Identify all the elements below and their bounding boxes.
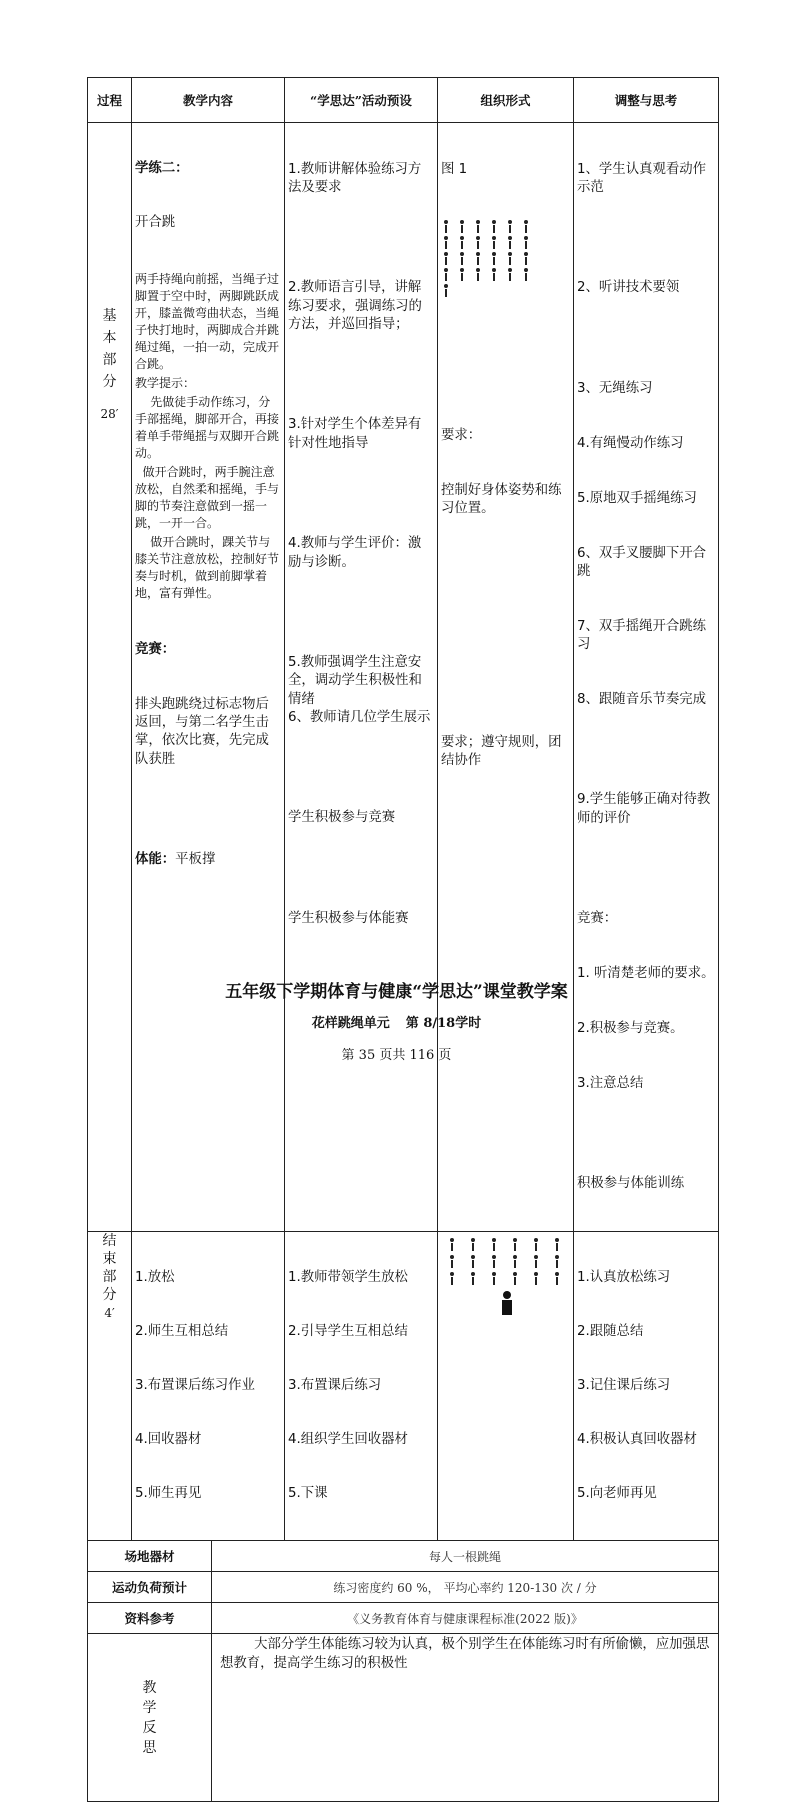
spacer bbox=[577, 746, 715, 755]
spacer bbox=[577, 865, 715, 874]
lesson-unit-line bbox=[0, 1012, 793, 1031]
reference-value: 《义务教育体育与健康课程标准(2022 版)》 bbox=[212, 1603, 719, 1634]
lesson-plan-title: 五年级下学期体育与健康“学思达”课堂教学案 bbox=[225, 982, 568, 1002]
header-organization: 组织形式 bbox=[438, 78, 574, 123]
student-figure-icon bbox=[469, 1255, 477, 1268]
basic-activity-cell bbox=[285, 123, 438, 1232]
adjust-item: 1、学生认真观看动作示范 bbox=[577, 161, 707, 195]
load-row bbox=[88, 1572, 719, 1603]
student-figure-icon bbox=[490, 236, 498, 249]
student-figure-icon bbox=[506, 220, 514, 233]
activity-item: 3.针对学生个体差异有针对性地指导 bbox=[288, 417, 422, 451]
drill-title: 学练二： bbox=[135, 160, 189, 176]
student-figure-icon bbox=[522, 252, 530, 265]
requirement-title: 要求： bbox=[441, 428, 482, 444]
activity-item: 学生积极参与体能赛 bbox=[288, 910, 409, 926]
student-figure-icon bbox=[490, 268, 498, 281]
adjust-item: 6、双手叉腰脚下开合跳 bbox=[577, 545, 707, 579]
venue-label: 场地器材 bbox=[88, 1541, 212, 1572]
spacer bbox=[288, 864, 434, 873]
tip-2: 做开合跳时，两手腕注意放松，自然柔和摇绳，手与脚的节奏注意做到一摇一跳，一开一合。 bbox=[135, 465, 280, 531]
lesson-plan-sheet bbox=[87, 77, 718, 1802]
ending-activity-item: 4.组织学生回收器材 bbox=[288, 1432, 408, 1448]
ending-adjust-item: 1.认真放松练习 bbox=[577, 1270, 671, 1286]
activity-item: 1.教师讲解体验练习方法及要求 bbox=[288, 161, 422, 195]
ending-organization-cell bbox=[438, 1232, 574, 1541]
student-figure-icon bbox=[442, 284, 450, 297]
stage-char: 本 bbox=[102, 330, 117, 346]
ending-content-item: 5.师生再见 bbox=[135, 1486, 202, 1502]
student-figure-icon bbox=[511, 1238, 519, 1251]
header-adjust: 调整与思考 bbox=[574, 78, 719, 123]
spacer bbox=[577, 234, 715, 243]
spacer bbox=[288, 234, 434, 243]
student-figure-icon bbox=[474, 268, 482, 281]
spacer bbox=[288, 764, 434, 773]
activity-item: 2.教师语言引导，讲解练习要求，强调练习的方法，并巡回指导； bbox=[288, 280, 422, 332]
ending-time: 4′ bbox=[104, 1306, 115, 1321]
student-figure-icon bbox=[532, 1238, 540, 1251]
adjust-item: 5.原地双手摇绳练习 bbox=[577, 490, 697, 506]
adjust-item: 1. 听清楚老师的要求。 bbox=[577, 966, 715, 982]
ending-stage-label bbox=[88, 1232, 131, 1322]
basic-time: 28′ bbox=[100, 407, 119, 421]
drill-description: 两手持绳向前摇，当绳子过脚置于空中时，两脚跳跃成开，膝盖微弯曲状态，当绳子快打地时，两脚成合并跳绳过绳，一拍一动，完成开合跳。 bbox=[135, 272, 280, 372]
student-figure-icon bbox=[511, 1272, 519, 1285]
ending-activity-item: 2.引导学生互相总结 bbox=[288, 1324, 408, 1340]
student-figure-icon bbox=[458, 252, 466, 265]
tip-1: 先做徒手动作练习，分手部摇绳，脚部开合，再接着单手带绳摇与双脚开合跳动。 bbox=[135, 395, 280, 461]
activity-item: 4.教师与学生评价：激励与诊断。 bbox=[288, 536, 422, 570]
adjust-item: 8、跟随音乐节奏完成 bbox=[577, 691, 707, 707]
stage-char: 分 bbox=[102, 374, 117, 390]
adjust-item: 9.学生能够正确对待教师的评价 bbox=[577, 792, 711, 826]
student-figure-icon bbox=[490, 1272, 498, 1285]
student-figure-icon bbox=[469, 1272, 477, 1285]
student-figure-icon bbox=[490, 1255, 498, 1268]
student-figure-icon bbox=[458, 268, 466, 281]
ending-adjust-item: 2.跟随总结 bbox=[577, 1324, 644, 1340]
ending-activity-item: 1.教师带领学生放松 bbox=[288, 1270, 408, 1286]
ending-adjust-cell bbox=[574, 1232, 719, 1541]
student-figure-icon bbox=[474, 220, 482, 233]
reflection-char: 思 bbox=[142, 1739, 157, 1756]
basic-stage-label bbox=[88, 123, 131, 425]
lesson-plan-table bbox=[87, 77, 719, 1541]
student-figure-icon bbox=[490, 1238, 498, 1251]
ending-activity-cell bbox=[285, 1232, 438, 1541]
student-figure-icon bbox=[474, 252, 482, 265]
student-figure-icon bbox=[490, 252, 498, 265]
header-content: 教学内容 bbox=[132, 78, 285, 123]
formation-figure-1 bbox=[438, 216, 573, 297]
student-figure-icon bbox=[522, 268, 530, 281]
stage-char: 束 bbox=[102, 1251, 117, 1268]
student-figure-icon bbox=[474, 236, 482, 249]
stage-char: 结 bbox=[102, 1233, 117, 1250]
tip-3: 做开合跳时，踝关节与膝关节注意放松，控制好节奏与时机，做到前脚掌着地，富有弹性。 bbox=[135, 535, 280, 601]
spacer bbox=[577, 1130, 715, 1139]
venue-row bbox=[88, 1541, 719, 1572]
adjust-item: 3、无绳练习 bbox=[577, 380, 653, 396]
ending-adjust-item: 3.记住课后练习 bbox=[577, 1378, 671, 1394]
teacher-figure-icon bbox=[499, 1291, 515, 1315]
adjust-item: 7、双手摇绳开合跳练习 bbox=[577, 618, 707, 653]
formation-figure-2 bbox=[438, 1232, 573, 1285]
reflection-label-cell bbox=[88, 1634, 212, 1802]
activity-item: 学生积极参与竞赛 bbox=[288, 810, 396, 826]
basic-part-row bbox=[88, 123, 719, 1232]
stage-char: 分 bbox=[102, 1287, 117, 1304]
student-figure-icon bbox=[442, 252, 450, 265]
student-figure-icon bbox=[532, 1272, 540, 1285]
basic-content-cell bbox=[132, 123, 285, 1232]
lesson-number: 第 8/18学时 bbox=[405, 1016, 482, 1031]
requirement-description: 控制好身体姿势和练习位置。 bbox=[441, 482, 562, 517]
page-number: 第 35 页共 116 页 bbox=[341, 1048, 452, 1063]
ending-content-item: 2.师生互相总结 bbox=[135, 1324, 229, 1340]
student-figure-icon bbox=[553, 1238, 561, 1251]
student-figure-icon bbox=[458, 220, 466, 233]
ending-adjust-item: 4.积极认真回收器材 bbox=[577, 1432, 697, 1448]
competition-requirement: 要求；遵守规则，团结协作 bbox=[441, 734, 562, 769]
ending-stage-cell bbox=[88, 1232, 132, 1541]
ending-adjust-item: 5.向老师再见 bbox=[577, 1486, 657, 1502]
activity-item: 5.教师强调学生注意安全，调动学生积极性和情绪 6、教师请几位学生展示 bbox=[288, 655, 431, 725]
adjust-competition-title: 竞赛： bbox=[577, 911, 618, 927]
student-figure-icon bbox=[506, 252, 514, 265]
student-figure-icon bbox=[448, 1255, 456, 1268]
spacer bbox=[288, 608, 434, 617]
adjust-item: 2、听讲技术要领 bbox=[577, 280, 680, 296]
summary-table bbox=[87, 1540, 719, 1802]
student-figure-icon bbox=[532, 1255, 540, 1268]
student-figure-icon bbox=[458, 236, 466, 249]
load-value: 练习密度约 60 %， 平均心率约 120-130 次 / 分 bbox=[212, 1572, 719, 1603]
ending-activity-item: 3.布置课后练习 bbox=[288, 1378, 382, 1394]
student-figure-icon bbox=[511, 1255, 519, 1268]
header-row bbox=[88, 78, 719, 123]
adjust-item: 3.注意总结 bbox=[577, 1075, 644, 1091]
basic-adjust-cell bbox=[574, 123, 719, 1232]
unit-name: 花样跳绳单元 bbox=[311, 1016, 390, 1031]
student-figure-icon bbox=[490, 220, 498, 233]
reflection-char: 教 bbox=[142, 1679, 157, 1696]
student-figure-icon bbox=[442, 236, 450, 249]
spacer bbox=[577, 334, 715, 343]
student-figure-icon bbox=[522, 220, 530, 233]
fitness-description: 平板撑 bbox=[175, 852, 216, 868]
ending-content-cell bbox=[132, 1232, 285, 1541]
student-figure-icon bbox=[506, 236, 514, 249]
drill-subtitle: 开合跳 bbox=[135, 215, 176, 231]
reflection-label bbox=[88, 1678, 211, 1758]
student-figure-icon bbox=[448, 1272, 456, 1285]
ending-content-item: 1.放松 bbox=[135, 1270, 175, 1286]
student-figure-icon bbox=[448, 1238, 456, 1251]
reflection-char: 反 bbox=[142, 1719, 157, 1736]
student-figure-icon bbox=[469, 1238, 477, 1251]
venue-value: 每人一根跳绳 bbox=[212, 1541, 719, 1572]
stage-char: 部 bbox=[102, 1269, 117, 1286]
ending-content-item: 4.回收器材 bbox=[135, 1432, 202, 1448]
spacer bbox=[135, 806, 281, 815]
adjust-item: 4.有绳慢动作练习 bbox=[577, 435, 684, 451]
ending-activity-item: 5.下课 bbox=[288, 1486, 328, 1502]
spacer bbox=[288, 490, 434, 499]
student-figure-icon bbox=[553, 1255, 561, 1268]
reflection-text: 大部分学生体能练习较为认真，极个别学生在体能练习时有所偷懒，应加强思想教育，提高学生练习的积极性 bbox=[220, 1637, 710, 1671]
ending-part-row bbox=[88, 1232, 719, 1541]
student-figure-icon bbox=[442, 268, 450, 281]
fitness-title: 体能： bbox=[135, 852, 176, 868]
adjust-item: 2.积极参与竞赛。 bbox=[577, 1020, 684, 1036]
student-figure-icon bbox=[442, 220, 450, 233]
ending-content-item: 3.布置课后练习作业 bbox=[135, 1378, 255, 1394]
reference-label: 资料参考 bbox=[88, 1603, 212, 1634]
student-figure-icon bbox=[522, 236, 530, 249]
adjust-item: 积极参与体能训练 bbox=[577, 1176, 685, 1192]
competition-description: 排头跑跳绕过标志物后返回，与第二名学生击掌，依次比赛，先完成队获胜 bbox=[135, 696, 269, 767]
basic-organization-cell bbox=[438, 123, 574, 1232]
reference-row bbox=[88, 1603, 719, 1634]
reflection-row bbox=[88, 1634, 719, 1802]
student-figure-icon bbox=[553, 1272, 561, 1285]
figure-label: 图 1 bbox=[441, 161, 468, 177]
header-process: 过程 bbox=[88, 78, 132, 123]
student-figure-icon bbox=[506, 268, 514, 281]
tips-title: 教学提示： bbox=[135, 376, 196, 391]
reflection-char: 学 bbox=[142, 1699, 157, 1716]
competition-title: 竞赛： bbox=[135, 641, 176, 657]
fitness-line bbox=[135, 851, 281, 869]
stage-char: 基 bbox=[102, 308, 117, 324]
basic-stage-cell bbox=[88, 123, 132, 1232]
reflection-text-cell bbox=[212, 1634, 719, 1802]
load-label: 运动负荷预计 bbox=[88, 1572, 212, 1603]
header-activity: “学思达”活动预设 bbox=[285, 78, 438, 123]
spacer bbox=[288, 371, 434, 380]
stage-char: 部 bbox=[102, 352, 117, 368]
